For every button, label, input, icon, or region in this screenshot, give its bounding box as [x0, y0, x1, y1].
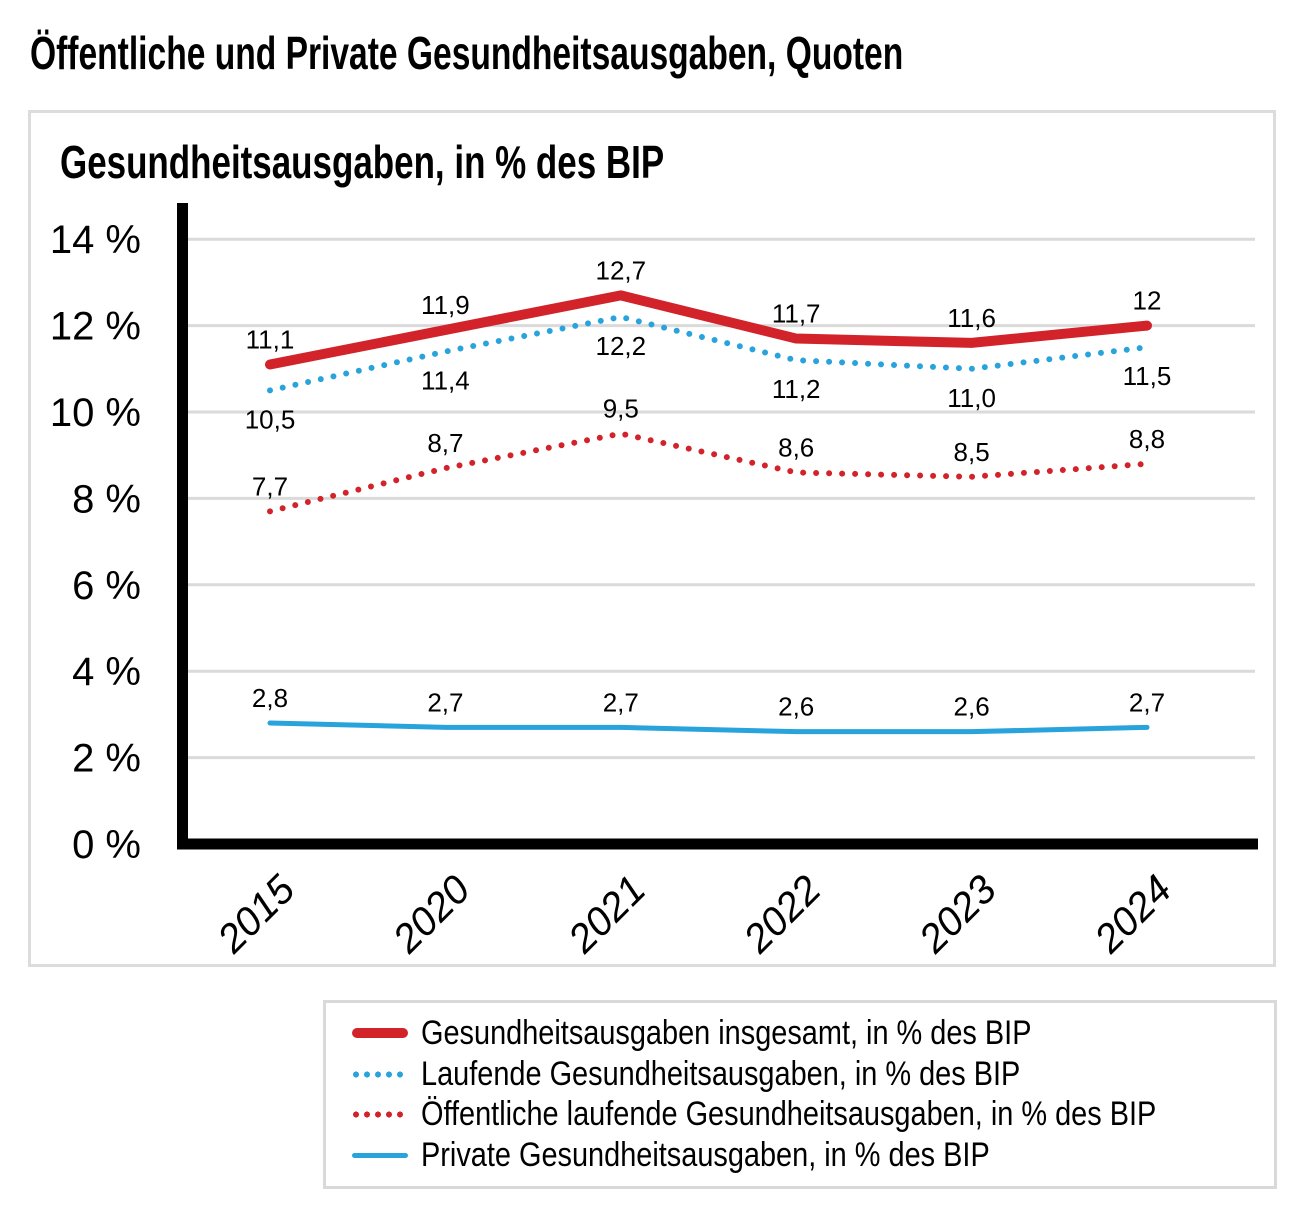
legend-label: Laufende Gesundheitsausgaben, in % des BIP: [421, 1054, 1021, 1093]
data-label-3: 2,7: [602, 687, 639, 718]
legend-label: Öffentliche laufende Gesundheitsausgaben, in % des BIP: [421, 1095, 1157, 1134]
legend: [323, 1000, 1277, 1189]
legend-item-current: [352, 1055, 1266, 1094]
series-line-1: [270, 317, 1147, 390]
x-tick-label: 2015: [209, 867, 304, 962]
y-tick-label: 2 %: [72, 736, 141, 781]
data-label-1: 11,5: [1122, 361, 1172, 392]
data-label-0: 11,1: [245, 324, 295, 355]
data-label-2: 8,5: [953, 436, 990, 467]
legend-swatch-blue-solid: [352, 1153, 408, 1158]
x-tick-label: 2020: [384, 867, 479, 962]
data-label-2: 9,5: [602, 393, 639, 424]
y-tick-label: 14 %: [49, 218, 141, 263]
y-tick-label: 0 %: [72, 823, 141, 867]
data-label-2: 8,7: [427, 428, 464, 459]
series-line-0: [270, 295, 1147, 364]
data-label-0: 11,6: [947, 302, 996, 333]
page-title: Öffentliche und Private Gesundheitsausgaben, Quoten: [30, 27, 904, 79]
data-label-1: 12,2: [595, 330, 647, 361]
x-tick-label: 2021: [560, 867, 655, 962]
chart-plot: [31, 113, 1273, 964]
data-label-3: 2,7: [1128, 687, 1166, 718]
data-label-0: 11,7: [771, 298, 821, 329]
data-label-1: 11,2: [771, 374, 821, 405]
data-label-3: 2,8: [251, 683, 289, 714]
legend-swatch-red-dotted: [352, 1111, 408, 1118]
y-tick-label: 4 %: [72, 650, 141, 695]
data-label-3: 2,6: [778, 691, 815, 722]
legend-swatch-blue-dotted: [352, 1071, 408, 1078]
chart-container: [28, 110, 1276, 967]
y-tick-label: 12 %: [49, 304, 141, 349]
data-label-0: 11,9: [421, 289, 470, 320]
data-label-2: 8,8: [1128, 423, 1166, 454]
data-label-0: 12: [1132, 285, 1162, 316]
data-label-1: 10,5: [244, 404, 296, 435]
data-label-0: 12,7: [595, 255, 647, 286]
y-tick-label: 6 %: [72, 563, 141, 608]
data-label-1: 11,4: [421, 365, 470, 396]
x-tick-label: 2024: [1086, 867, 1181, 962]
data-label-2: 7,7: [251, 471, 289, 502]
legend-swatch-red-solid: [352, 1028, 408, 1038]
chart-title: Gesundheitsausgaben, in % des BIP: [60, 136, 665, 188]
legend-item-private: [352, 1136, 1266, 1175]
legend-item-total: [352, 1014, 1266, 1053]
data-label-3: 2,6: [953, 691, 990, 722]
legend-item-public: [352, 1095, 1266, 1134]
data-label-3: 2,7: [427, 687, 464, 718]
data-label-2: 8,6: [778, 432, 815, 463]
x-tick-label: 2023: [910, 867, 1005, 962]
y-tick-label: 10 %: [49, 391, 141, 435]
legend-label: Private Gesundheitsausgaben, in % des BIP: [421, 1136, 990, 1175]
legend-label: Gesundheitsausgaben insgesamt, in % des BIP: [421, 1013, 1032, 1052]
series-line-3: [270, 723, 1147, 732]
x-tick-label: 2022: [735, 867, 830, 962]
y-tick-label: 8 %: [72, 477, 141, 522]
data-label-1: 11,0: [947, 382, 996, 413]
